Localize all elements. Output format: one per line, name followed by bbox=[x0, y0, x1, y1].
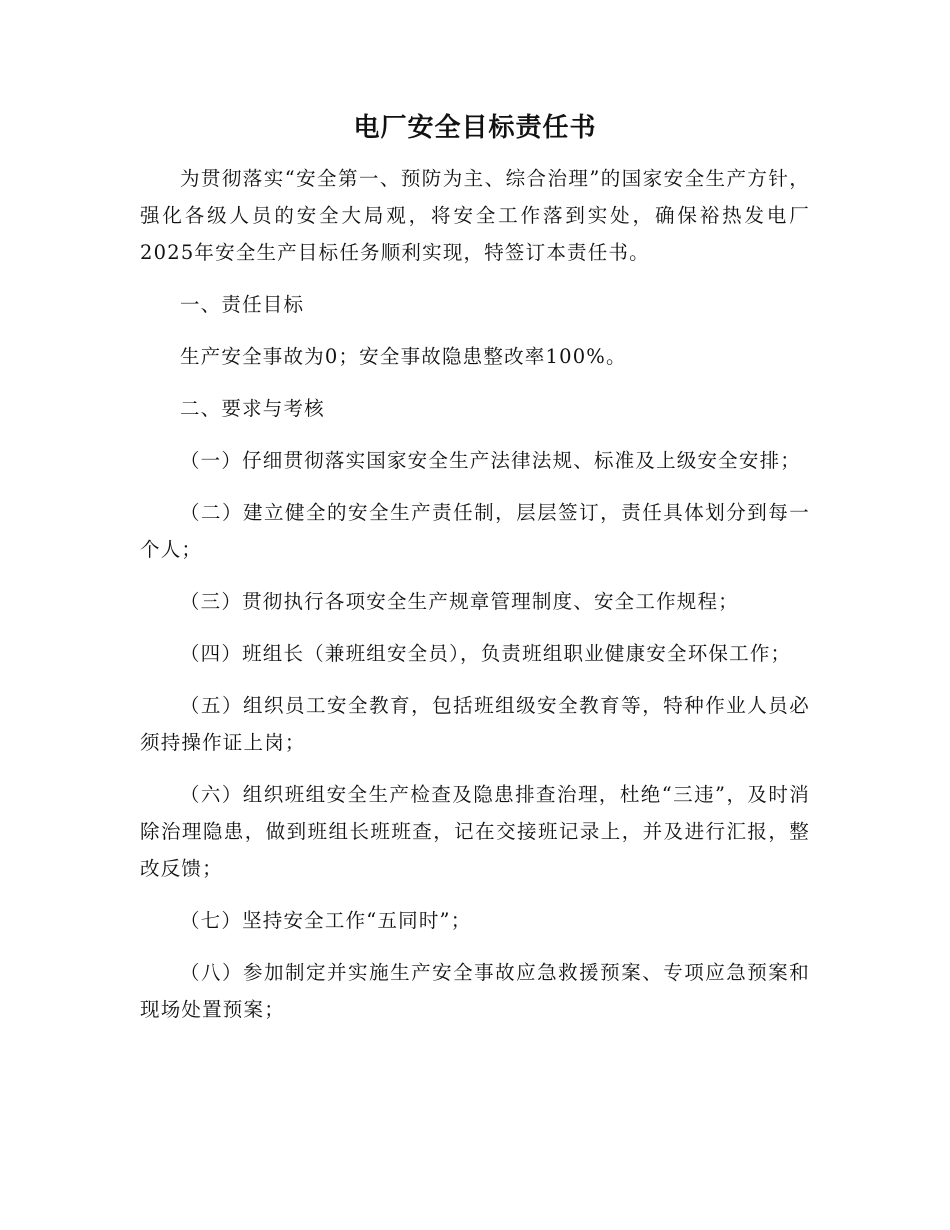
document-title: 电厂安全目标责任书 bbox=[353, 113, 597, 143]
goals-text: 生产安全事故为0；安全事故隐患整改率100%。 bbox=[179, 345, 627, 368]
requirement-item-4: （四）班组长（兼班组安全员），负责班组职业健康安全环保工作； bbox=[179, 642, 792, 665]
requirement-item-7: （七）坚持安全工作“五同时”； bbox=[179, 909, 472, 932]
requirement-item-5: （五）组织员工安全教育，包括班组级安全教育等，特种作业人员必须持操作证上岗； bbox=[140, 694, 810, 754]
requirement-item-2: （二）建立健全的安全生产责任制，层层签订，责任具体划分到每一个人； bbox=[140, 501, 810, 561]
intro-paragraph: 为贯彻落实“安全第一、预防为主、综合治理”的国家安全生产方针，强化各级人员的安全大局观，将安全工作落到实处，确保裕热发电厂2025年安全生产目标任务顺利实现，特签订本责任书。 bbox=[140, 167, 810, 264]
requirement-item-3: （三）贯彻执行各项安全生产规章管理制度、安全工作规程； bbox=[179, 590, 739, 613]
requirement-item-8: （八）参加制定并实施生产安全事故应急救援预案、专项应急预案和现场处置预案； bbox=[140, 961, 810, 1021]
section-heading-requirements: 二、要求与考核 bbox=[179, 397, 325, 420]
requirement-item-1: （一）仔细贯彻落实国家安全生产法律法规、标准及上级安全安排； bbox=[179, 449, 801, 472]
document-page bbox=[140, 108, 810, 1028]
requirement-item-6: （六）组织班组安全生产检查及隐患排查治理，杜绝“三违”，及时消除治理隐患，做到班组长班班查，记在交接班记录上，并及进行汇报，整改反馈； bbox=[140, 783, 810, 880]
section-heading-goals: 一、责任目标 bbox=[179, 293, 305, 316]
